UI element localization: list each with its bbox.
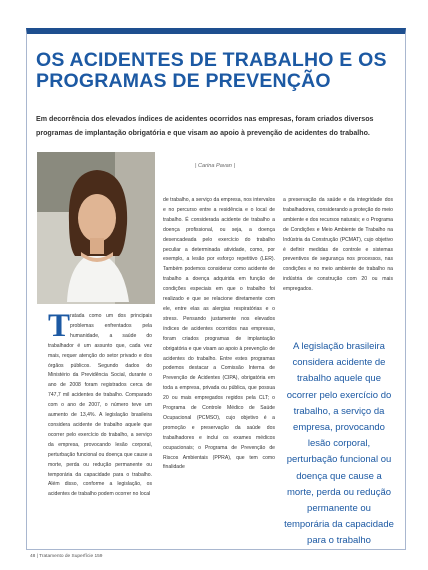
body-column-3 [283, 196, 393, 295]
author-photo-illustration [37, 152, 155, 304]
article-title [36, 50, 396, 92]
author-byline: | Carina Pavan | [195, 163, 235, 169]
article-lead: Em decorrência dos elevados índices de acidentes ocorridos nas empresas, foram criados diversos programas de implantação obrigatória e que visam ao apoio à prevenção de acidentes do trabalho. [36, 115, 374, 137]
body-column-1 [48, 308, 152, 500]
page-footer: 48 | Tratamento de Superfície 159 [30, 554, 103, 559]
pull-quote: A legislação brasileira considera acidente de trabalho aquele que ocorrer pelo exercício do trabalho, a serviço da empresa, provocando lesão corporal, perturbação funcional ou doença que cause a morte, perda ou redução permanente ou temporária da capacidade para o trabalho [284, 341, 394, 547]
column-1-text: ratada como um dos principais problemas enfrentados pela humanidade, a saúde do trabalhador é um assunto que, cada vez mais, requer atenção do setor privado e dos órgãos públicos. Segundo dados do Ministério da Previdência Social, durante o ano de 2008 foram registrados cerca de 747,7 mil acidentes de trabalho. Comparado com o ano de 2007, o número teve um aumento de 13,4%. A legislação brasileira considera acidente de trabalho aquele que ocorrer pelo exercício do trabalho, a serviço da empresa, provocando lesão corporal, perturbação funcional ou doença que cause a morte, perda ou redução permanente ou temporária da capacidade para o trabalho. Além disso, conforme a legislação, os acidentes de trabalho podem ocorrer no local [48, 313, 152, 498]
title-line-2: PROGRAMAS DE PREVENÇÃO [36, 70, 331, 92]
author-photo [37, 152, 155, 304]
column-2-text: de trabalho, a serviço da empresa, nos intervalos e no percurso entre a residência e o local de trabalho. É considerada acidente de trabalho a doença profissional, ou seja, a doença desencadeada pelo exercício do trabalho peculiar a determinada atividade, como, por exemplo, a lesão por esforço repetitivo (LER). Também podemos considerar como acidente de trabalho a doença adquirida em função de condições especiais em que o trabalho foi realizado e que se relacione diretamente com ele, entre elas as alergias respiratórias e o stress. Pensando justamente nos elevados índices de acidentes ocorridos nas empresas, foram criados programas de implantação obrigatória e que visam ao apoio à prevenção de acidentes do trabalho. Entre estes programas podemos destacar a Comissão Interna de Prevenção de Acidentes (CIPA), obrigatória em toda a empresa, privada ou pública, que possua 20 ou mais empregados regidos pela CLT; o Programa de Controle Médico de Saúde Ocupacional (PCMSO), cujo objetivo é a promoção e preservação da saúde dos trabalhadores e inclui os exames médicos ocupacionais; o Programa de Prevenção de Riscos Ambientais (PPRA), que tem como finalidade [163, 197, 275, 471]
column-3-text: a preservação da saúde e da integridade dos trabalhadores, considerando a proteção do meio ambiente e dos recursos naturais; e o Programa de Condições e Meio Ambiente de Trabalho na Indústria da Construção (PCMAT), cujo objetivo é definir medidas de controle e sistemas preventivos de segurança nos processos, nas condições e no meio ambiente de trabalho na indústria de construção com 20 ou mais empregados. [283, 197, 393, 293]
title-line-1: OS ACIDENTES DE TRABALHO E OS [36, 49, 387, 71]
drop-cap: T [48, 308, 71, 344]
body-column-2 [163, 196, 275, 473]
